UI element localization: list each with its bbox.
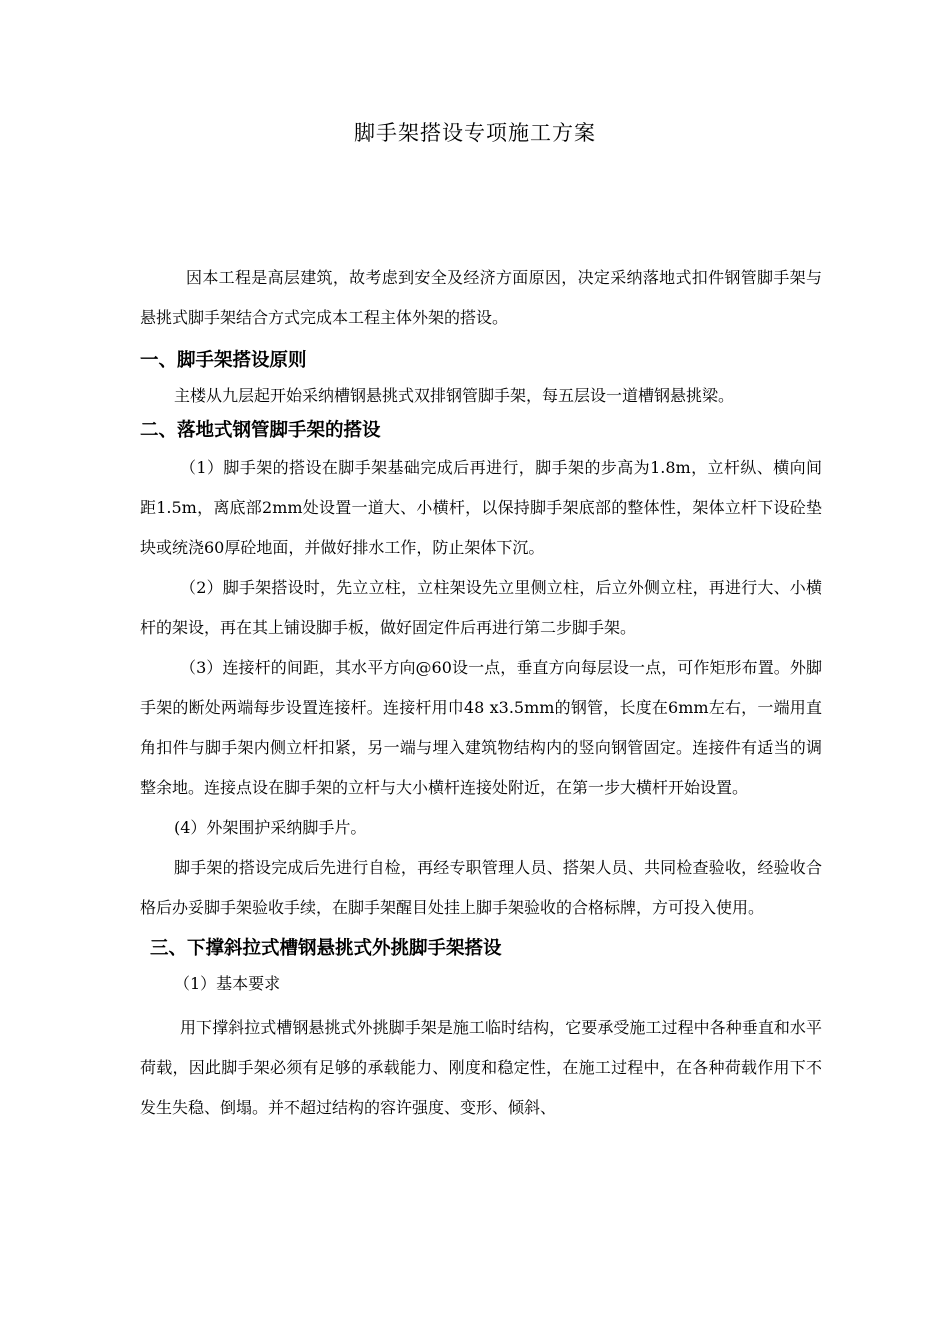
section2-paragraph-3: （3）连接杆的间距，其水平方向@60设一点，垂直方向每层设一点，可作矩形布置。外脚手架的断处两端每步设置连接杆。连接杆用巾48 x3.5mm的钢管，长度在6mm左右，一端用直角扣件与脚手架内侧立杆扣紧，另一端与埋入建筑物结构内的竖向钢管固定。连接件有适当的调整余地。连接点设在脚手架的立杆与大小横杆连接处附近，在第一步大横杆开始设置。 [140, 658, 822, 797]
section2-paragraph-5: 脚手架的搭设完成后先进行自检，再经专职管理人员、搭架人员、共同检查验收，经验收合格后办妥脚手架验收手续，在脚手架醒目处挂上脚手架验收的合格标牌，方可投入使用。 [140, 858, 822, 917]
document-title: 脚手架搭设专项施工方案 [354, 121, 596, 145]
section2-paragraph-1: （1）脚手架的搭设在脚手架基础完成后再进行，脚手架的步高为1.8m，立杆纵、横向间距1.5m，离底部2mm处设置一道大、小横杆，以保持脚手架底部的整体性，架体立杆下设砼垫块或统浇60厚砼地面，并做好排水工作，防止架体下沉。 [140, 458, 822, 557]
section2-paragraph-4: (4）外架围护采纳脚手片。 [174, 818, 367, 837]
section3-heading: 三、下撑斜拉式槽钢悬挑式外挑脚手架搭设 [150, 938, 502, 959]
intro-paragraph: 因本工程是高层建筑，故考虑到安全及经济方面原因，决定采纳落地式扣件钢管脚手架与悬挑式脚手架结合方式完成本工程主体外架的搭设。 [140, 268, 822, 327]
section3-paragraph-1: 用下撑斜拉式槽钢悬挑式外挑脚手架是施工临时结构，它要承受施工过程中各种垂直和水平荷载，因此脚手架必须有足够的承载能力、刚度和稳定性，在施工过程中，在各种荷载作用下不发生失稳、倒塌。并不超过结构的容许强度、变形、倾斜、 [140, 1018, 822, 1117]
section2-heading: 二、落地式钢管脚手架的搭设 [140, 420, 381, 441]
section2-paragraph-2: （2）脚手架搭设时，先立立柱，立柱架设先立里侧立柱，后立外侧立柱，再进行大、小横杆的架设，再在其上铺设脚手板，做好固定件后再进行第二步脚手架。 [140, 578, 822, 637]
section3-subheading: （1）基本要求 [174, 974, 281, 993]
document-body [140, 258, 822, 1128]
section1-heading: 一、脚手架搭设原则 [140, 350, 307, 371]
section1-paragraph: 主楼从九层起开始采纳槽钢悬挑式双排钢管脚手架，每五层设一道槽钢悬挑梁。 [174, 386, 735, 405]
